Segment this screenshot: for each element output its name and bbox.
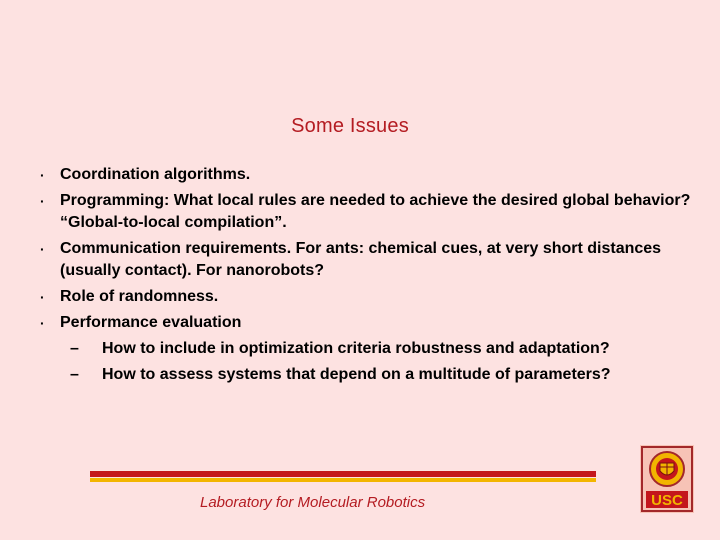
usc-logo-text: USC xyxy=(651,492,683,509)
usc-seal-logo-icon xyxy=(640,445,694,513)
bullet-text: Communication requirements. For ants: chemical cues, at very short distances (usually contact). For nanorobots? xyxy=(60,240,662,279)
bullet-text: Programming: What local rules are needed to achieve the desired global behavior? “Global-to-local compilation”. xyxy=(60,192,691,231)
sub-bullet-dash: – xyxy=(70,340,79,357)
bullet-item xyxy=(40,312,700,386)
sub-bullet-text: How to include in optimization criteria robustness and adaptation? xyxy=(102,340,610,357)
sub-bullet-list xyxy=(60,338,700,386)
bullet-dot: · xyxy=(40,315,45,331)
bullet-dot: · xyxy=(40,193,45,209)
bullet-text: Role of randomness. xyxy=(60,288,219,305)
bullet-item xyxy=(40,238,700,282)
footer-bar-red xyxy=(90,471,596,477)
sub-bullet-text: How to assess systems that depend on a multitude of parameters? xyxy=(102,366,611,383)
bullet-item xyxy=(40,286,700,308)
bullet-item xyxy=(40,164,700,186)
footer-bar-gold xyxy=(90,478,596,482)
sub-bullet-item xyxy=(70,338,700,360)
bullet-list xyxy=(40,164,700,390)
bullet-dot: · xyxy=(40,289,45,305)
bullet-item xyxy=(40,190,700,234)
bullet-dot: · xyxy=(40,241,45,257)
bullet-dot: · xyxy=(40,167,45,183)
slide-title: Some Issues xyxy=(291,115,409,137)
sub-bullet-dash: – xyxy=(70,366,79,383)
bullet-text: Performance evaluation xyxy=(60,314,242,331)
footer-lab-name: Laboratory for Molecular Robotics xyxy=(200,494,426,511)
sub-bullet-item xyxy=(70,364,700,386)
bullet-text: Coordination algorithms. xyxy=(60,166,251,183)
